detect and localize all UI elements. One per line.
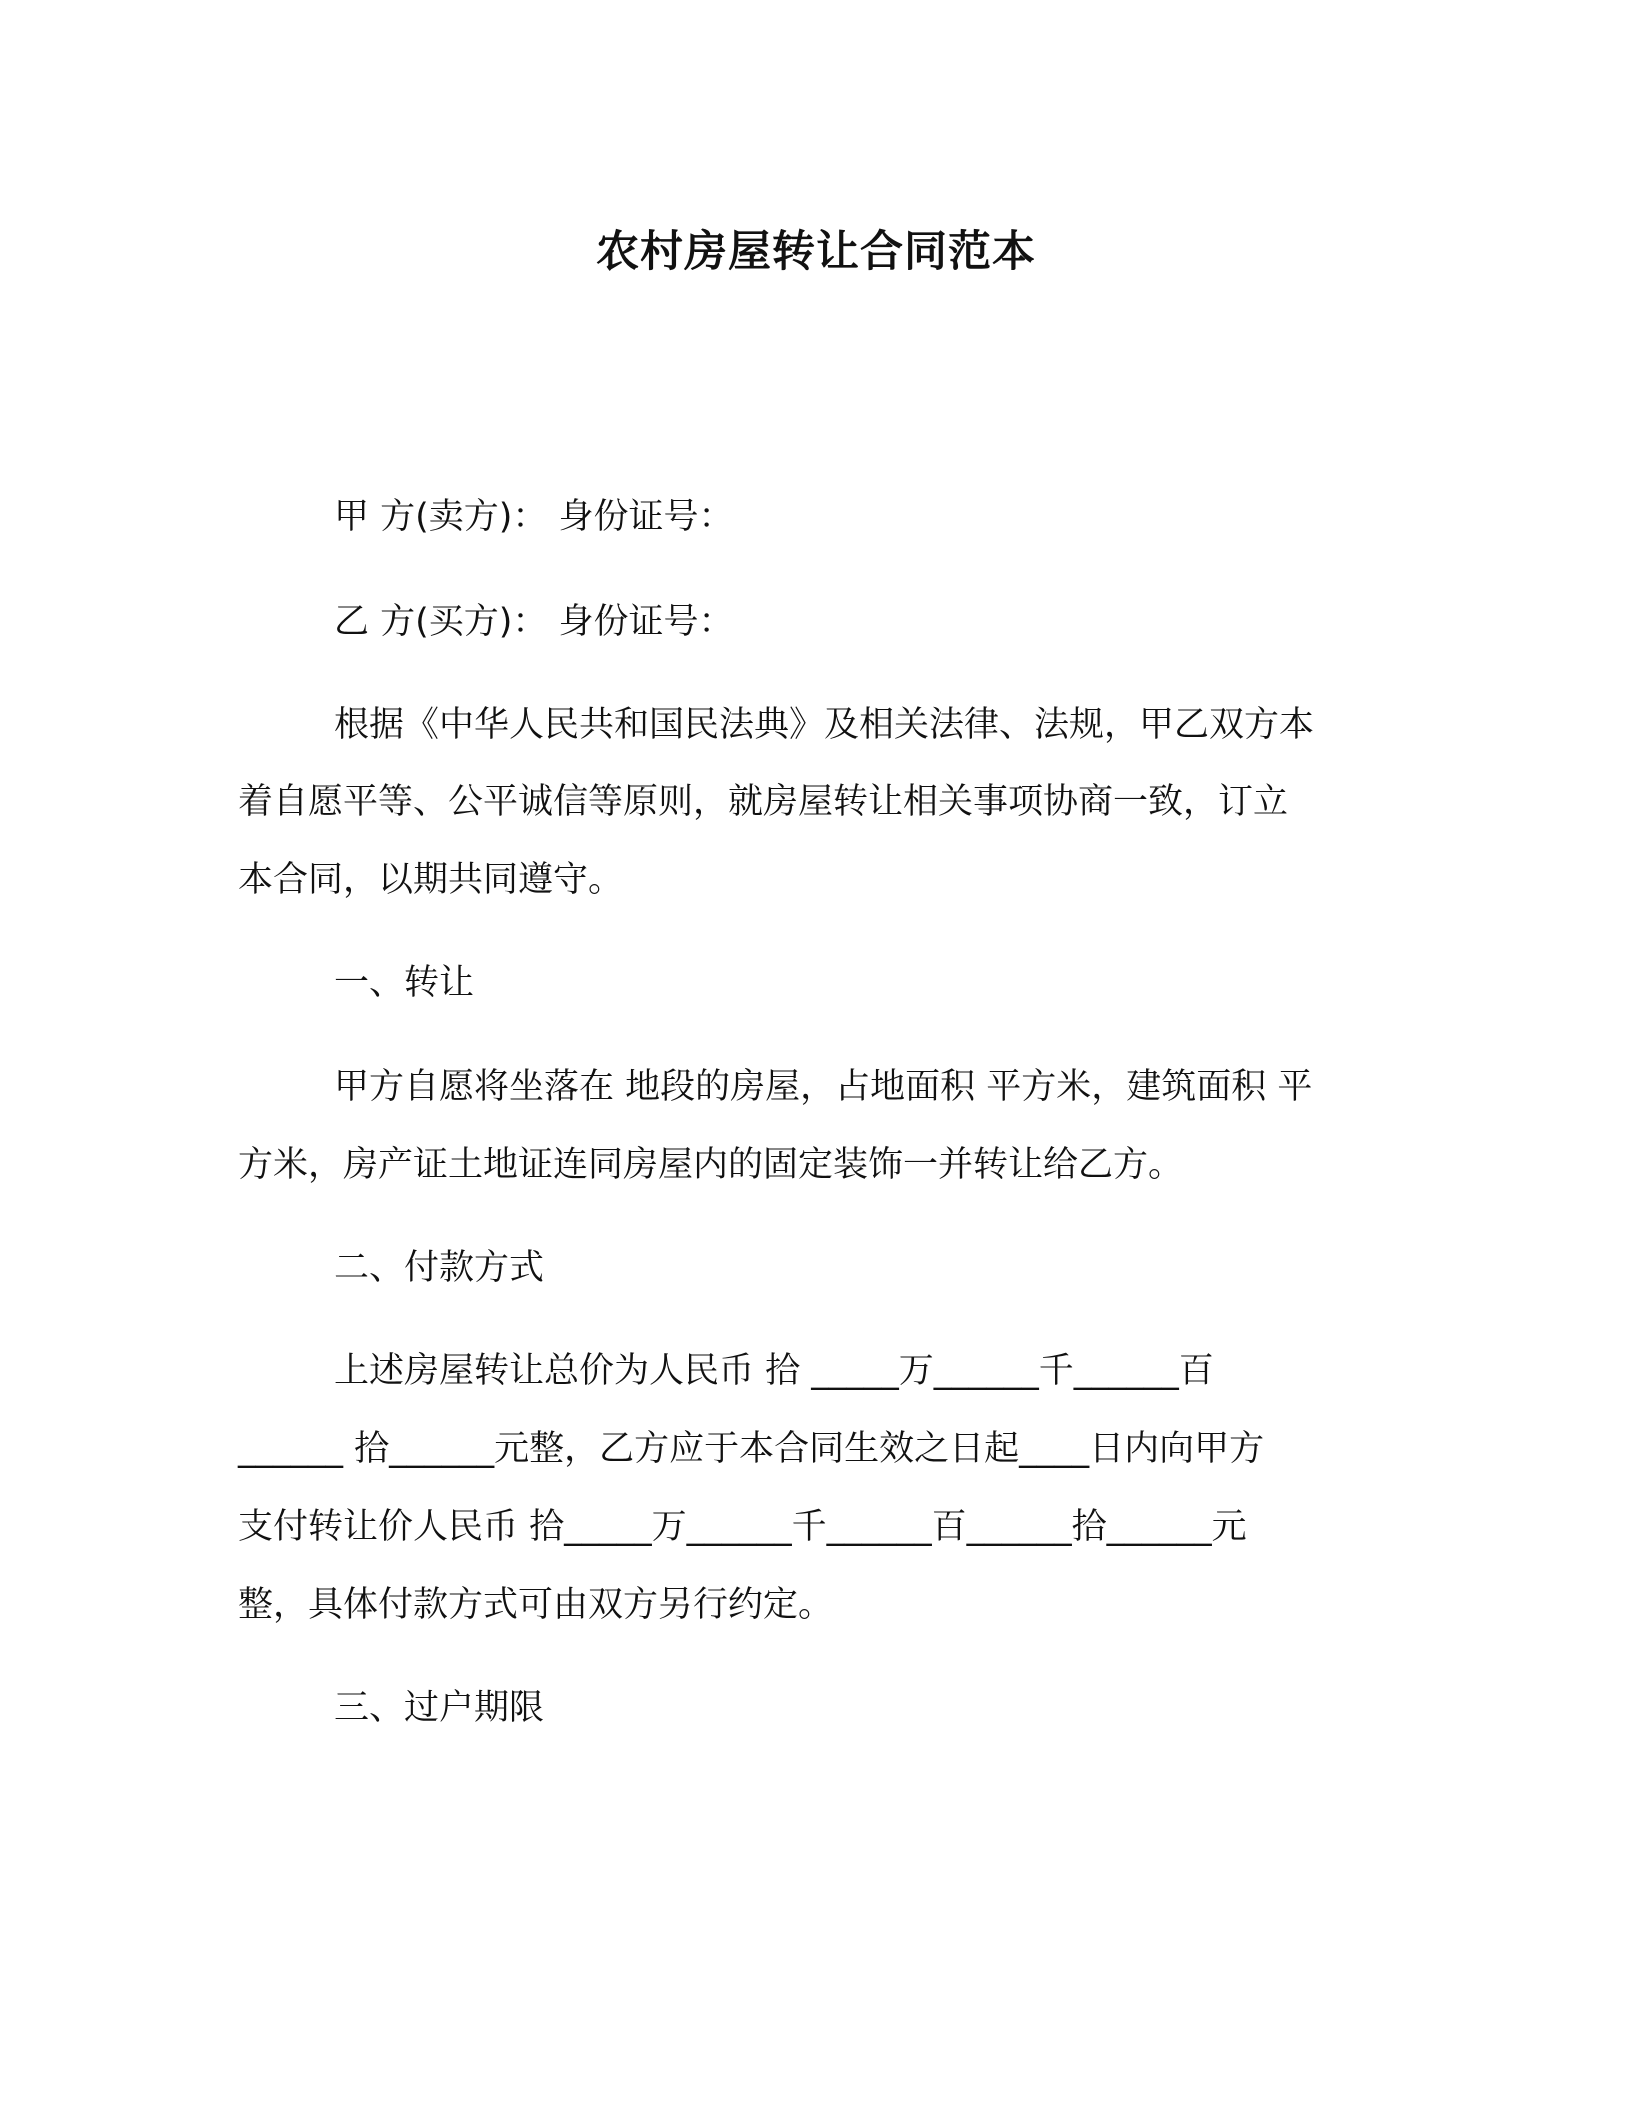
preamble-line-2: 着自愿平等、公平诚信等原则，就房屋转让相关事项协商一致，订立 — [238, 782, 1289, 822]
preamble-line-1: 根据《中华人民共和国民法典》及相关法律、法规，甲乙双方本 — [334, 705, 1315, 745]
section-1-line-1: 甲方自愿将坐落在 地段的房屋，占地面积 平方米，建筑面积 平 — [334, 1067, 1313, 1107]
section-3-heading: 三、过户期限 — [334, 1688, 545, 1728]
section-2-line-4: 整，具体付款方式可由双方另行约定。 — [238, 1585, 834, 1625]
section-1-line-2: 方米，房产证土地证连同房屋内的固定装饰一并转让给乙方。 — [238, 1145, 1184, 1185]
section-2-line-3: 支付转让价人民币 拾_____万______千______百______拾______元 — [238, 1507, 1247, 1547]
section-2-line-1: 上述房屋转让总价为人民币 拾 _____万______千______百 — [334, 1351, 1214, 1391]
party-a-line: 甲 方(卖方)： 身份证号： — [334, 497, 734, 537]
party-b-line: 乙 方(买方)： 身份证号： — [334, 602, 734, 642]
section-2-line-2: ______ 拾______元整，乙方应于本合同生效之日起____日内向甲方 — [238, 1429, 1265, 1469]
section-2-heading: 二、付款方式 — [334, 1248, 545, 1288]
preamble-line-3: 本合同，以期共同遵守。 — [238, 860, 624, 900]
document-title: 农村房屋转让合同范本 — [596, 227, 1036, 277]
section-1-heading: 一、转让 — [334, 963, 475, 1003]
